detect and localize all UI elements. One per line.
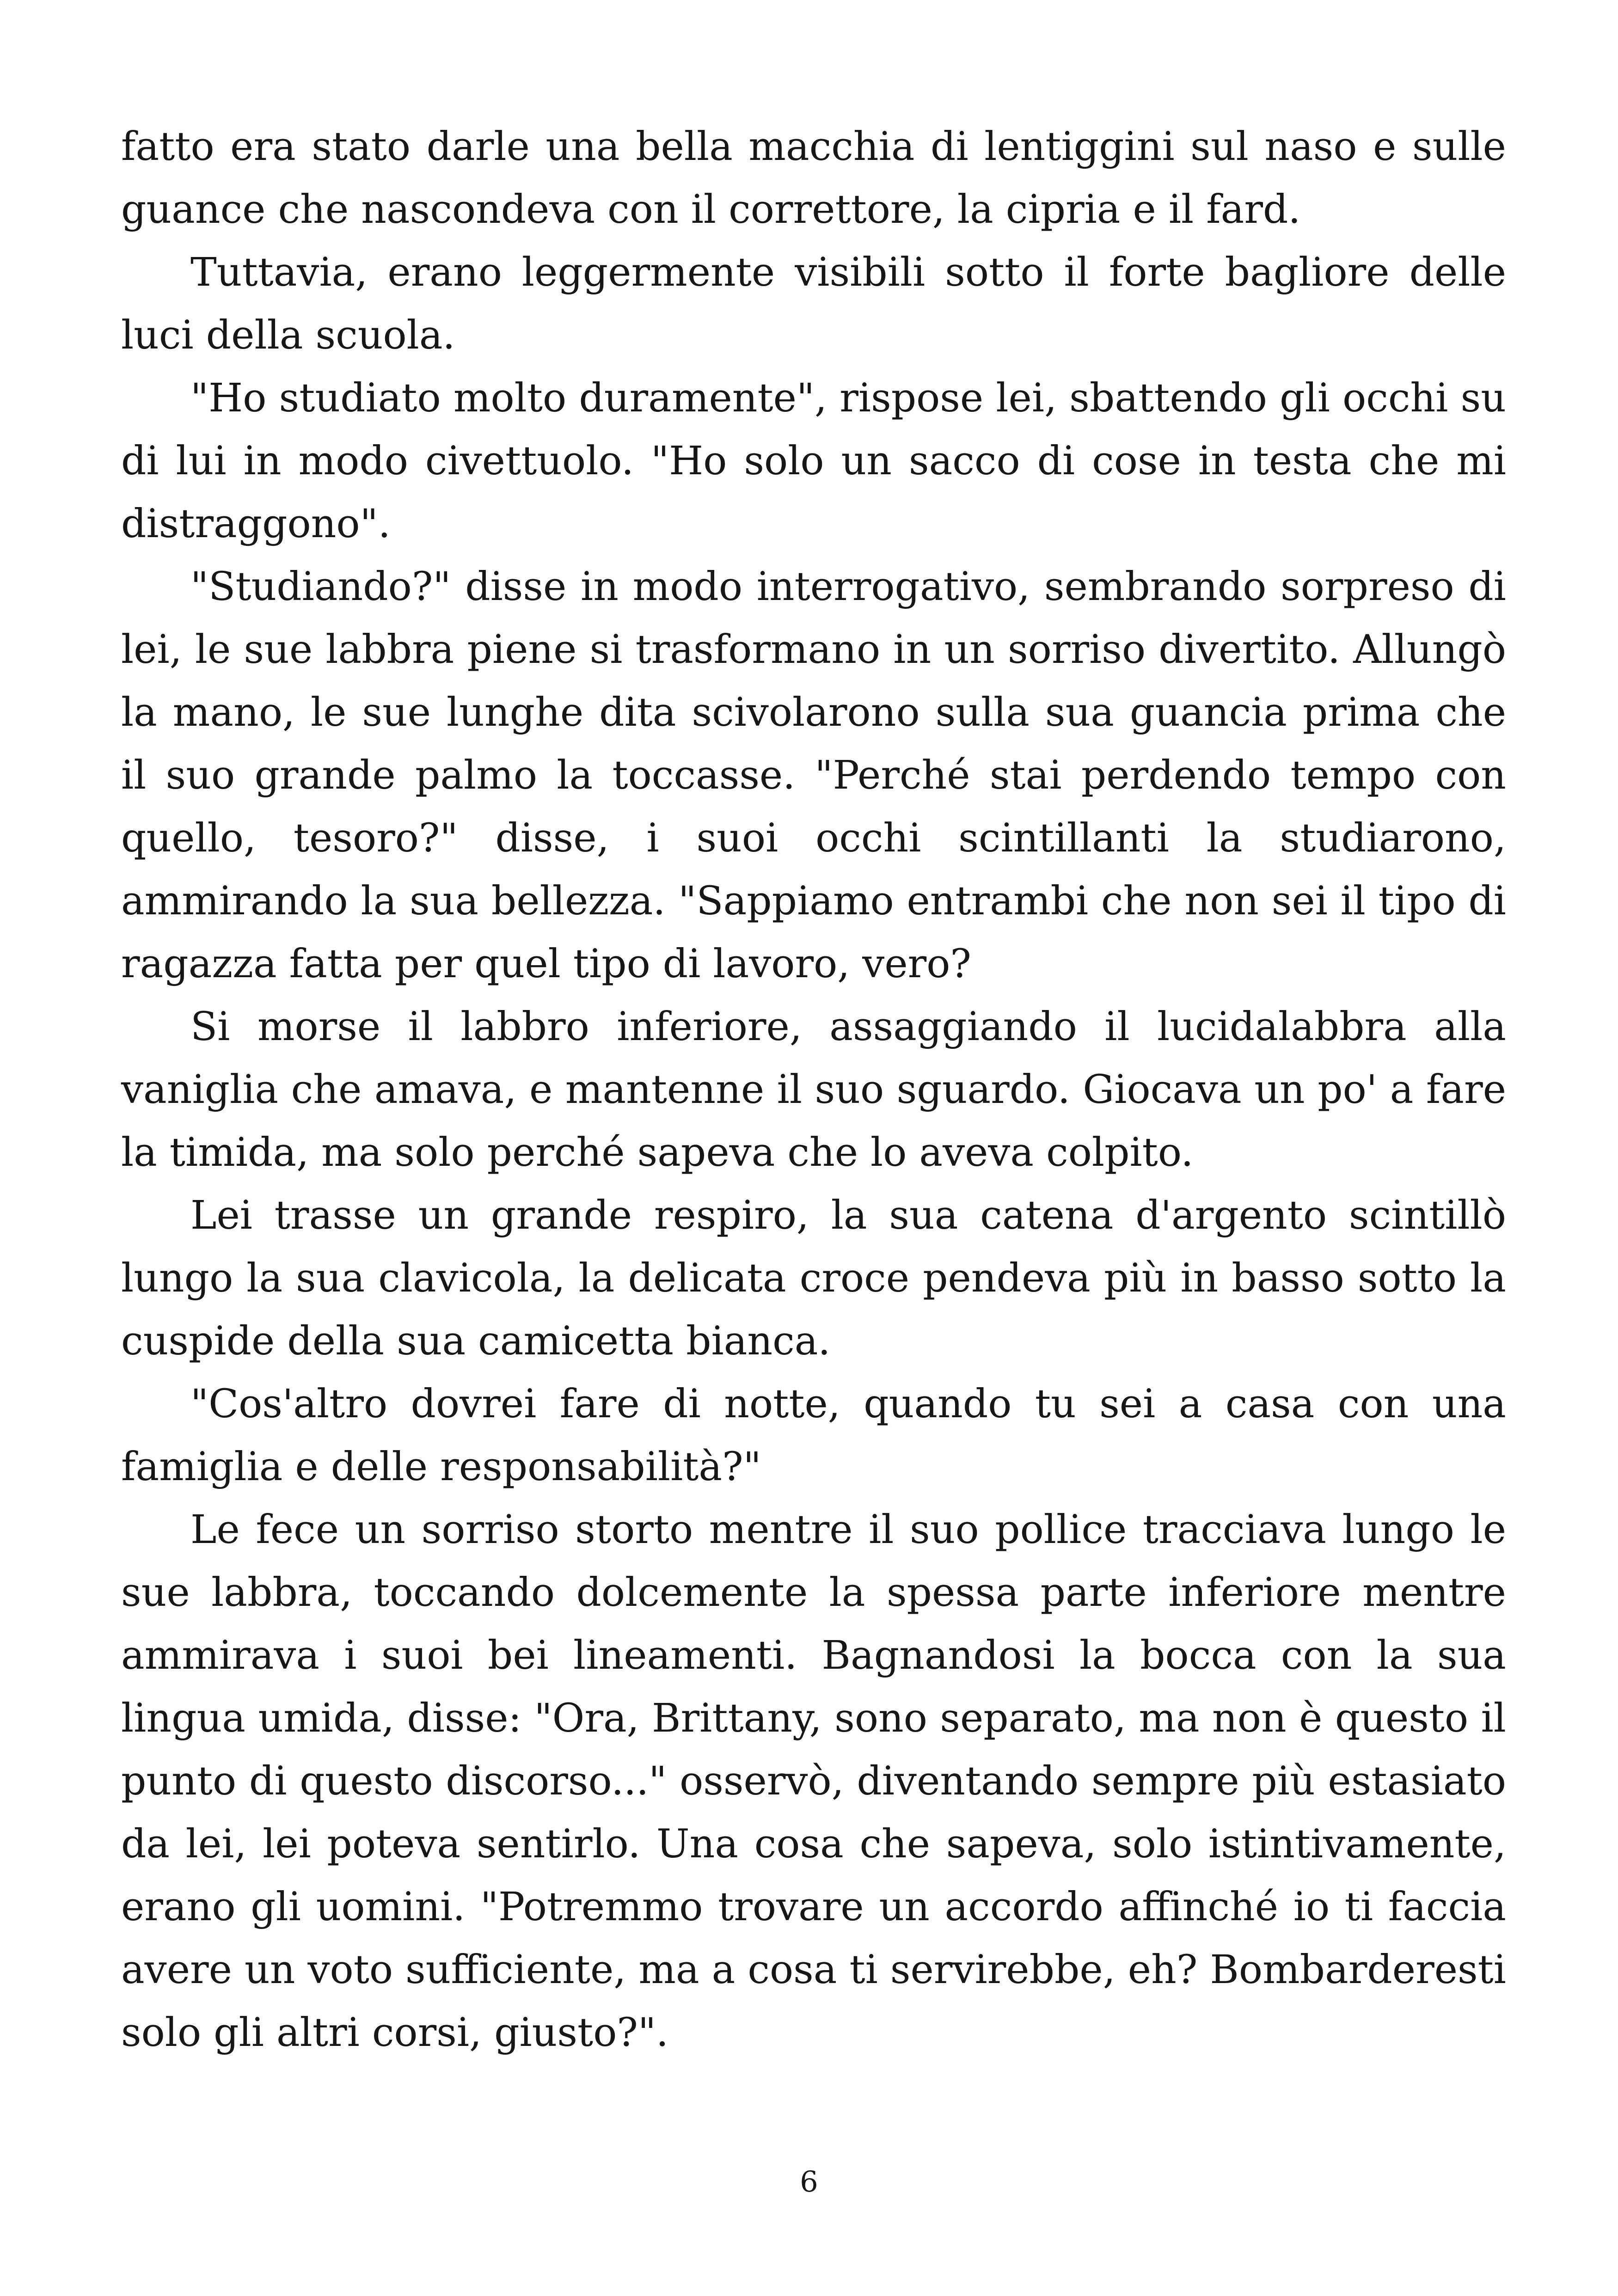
paragraph: "Cos'altro dovrei fare di notte, quando tu sei a casa con una famiglia e delle responsabilità?": [121, 1381, 1506, 1490]
paragraph: Le fece un sorriso storto mentre il suo pollice tracciava lungo le sue labbra, toccando dolcemente la spessa parte inferiore mentre ammirava i suoi bei lineamenti. Bagnandosi la bocca con la sua lingua umida, disse: "Ora, Brittany, sono separato, ma non è questo il punto di questo discorso..." osservò, diventando sempre più estasiato da lei, lei poteva sentirlo. Una cosa che sapeva, solo istintivamente, erano gli uomini. "Potremmo trovare un accordo affinché io ti faccia avere un voto sufficiente, ma a cosa ti servirebbe, eh? Bombarderesti solo gli altri corsi, giusto?".: [121, 1507, 1506, 2056]
paragraph: "Studiando?" disse in modo interrogativo, sembrando sorpreso di lei, le sue labbra piene si trasformano in un sorriso divertito. Allungò la mano, le sue lunghe dita scivolarono sulla sua guancia prima che il suo grande palmo la toccasse. "Perché stai perdendo tempo con quello, tesoro?" disse, i suoi occhi scintillanti la studiarono, ammirando la sua bellezza. "Sappiamo entrambi che non sei il tipo di ragazza fatta per quel tipo di lavoro, vero?: [121, 564, 1506, 987]
paragraph: Si morse il labbro inferiore, assaggiando il lucidalabbra alla vaniglia che amava, e mantenne il suo sguardo. Giocava un po' a fare la timida, ma solo perché sapeva che lo aveva colpito.: [121, 1004, 1506, 1176]
paragraph: "Ho studiato molto duramente", rispose lei, sbattendo gli occhi su di lui in modo civettuolo. "Ho solo un sacco di cose in testa che mi distraggono".: [121, 375, 1506, 547]
body-text: [121, 116, 1506, 2064]
page-number: 6: [800, 2165, 818, 2198]
paragraph: Lei trasse un grande respiro, la sua catena d'argento scintillò lungo la sua clavicola, la delicata croce pendeva più in basso sotto la cuspide della sua camicetta bianca.: [121, 1193, 1506, 1364]
paragraph: Tuttavia, erano leggermente visibili sotto il forte bagliore delle luci della scuola.: [121, 250, 1506, 358]
paragraph-continued: fatto era stato darle una bella macchia di lentiggini sul naso e sulle guance che nascondeva con il correttore, la cipria e il fard.: [121, 124, 1506, 233]
